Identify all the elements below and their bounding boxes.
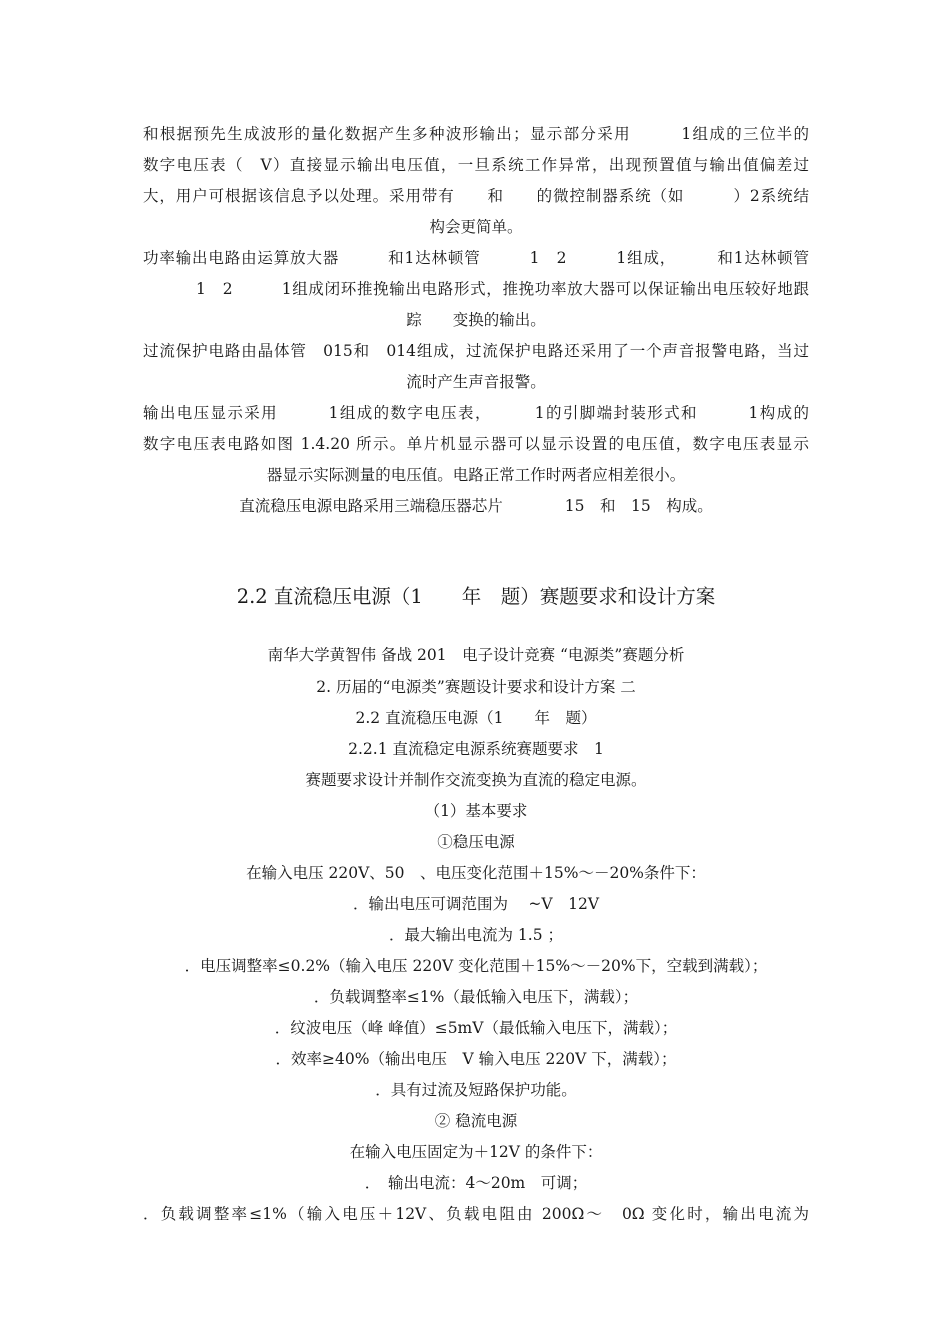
header-line-1: 南华大学黄智伟 备战 201 电子设计竞赛 “电源类”赛题分析: [267, 646, 685, 664]
voltage-source-condition: 在输入电压 220V、50 、电压变化范围＋15%～－20%条件下：: [246, 864, 706, 882]
section-title: 2.2 直流稳压电源（1 年 题）赛题要求和设计方案: [236, 585, 716, 608]
paragraph-5: 直流稳压电源电路采用三端稳压器芯片 15 和 15 构成。: [239, 497, 713, 515]
voltage-source-item: ．电压调整率≤0.2%（输入电压 220V 变化范围＋15%～－20%下，空载到满载）；: [184, 957, 768, 975]
voltage-source-item: ．负载调整率≤1%（最低输入电压下，满载）；: [313, 988, 639, 1006]
paragraph-2-line-1: 功率输出电路由运算放大器 和1达林顿管 1 2 1组成， 和1达林顿管: [143, 249, 809, 267]
paragraph-1-line-4: 构会更简单。: [429, 218, 523, 236]
header-line-5: 赛题要求设计并制作交流变换为直流的稳定电源。: [305, 771, 647, 789]
voltage-source-item: ．具有过流及短路保护功能。: [375, 1081, 577, 1099]
voltage-source-item: ．最大输出电流为 1.5 ；: [388, 926, 563, 944]
current-source-item: ．负载调整率≤1%（输入电压＋12V、负载电阻由 200Ω～ 0Ω 变化时，输出电流为: [143, 1205, 809, 1223]
paragraph-2-line-2: 1 2 1组成闭环推挽输出电路形式，推挽功率放大器可以保证输出电压较好地跟: [196, 280, 809, 298]
paragraph-4-line-2: 数字电压表电路如图 1.4.20 所示。单片机显示器可以显示设置的电压值，数字电压表显示: [143, 435, 809, 453]
paragraph-3-line-1: 过流保护电路由晶体管 015和 014组成，过流保护电路还采用了一个声音报警电路，当过: [143, 342, 809, 360]
header-line-3: 2.2 直流稳压电源（1 年 题）: [355, 709, 597, 727]
voltage-source-item: ．输出电压可调范围为 ~V 12V: [352, 895, 600, 913]
header-line-4: 2.2.1 直流稳定电源系统赛题要求 1: [348, 740, 604, 758]
paragraph-1-line-1: 和根据预先生成波形的量化数据产生多种波形输出；显示部分采用 1组成的三位半的: [143, 125, 809, 143]
voltage-source-item: ．效率≥40%（输出电压 V 输入电压 220V 下，满载）；: [275, 1050, 677, 1068]
paragraph-2-line-3: 踪 变换的输出。: [406, 311, 546, 329]
paragraph-1-line-2: 数字电压表（ V）直接显示输出电压值，一旦系统工作异常，出现预置值与输出值偏差过: [143, 156, 809, 174]
paragraph-1-line-3: 大，用户可根据该信息予以处理。采用带有 和 的微控制器系统（如 ）2系统结: [143, 187, 809, 205]
current-source-condition: 在输入电压固定为＋12V 的条件下：: [349, 1143, 603, 1161]
voltage-source-item: ．纹波电压（峰 峰值）≤5mV（最低输入电压下，满载）；: [274, 1019, 678, 1037]
paragraph-3-line-2: 流时产生声音报警。: [406, 373, 546, 391]
current-source-item: ． 输出电流：4～20m 可调；: [364, 1174, 588, 1192]
paragraph-4-line-1: 输出电压显示采用 1组成的数字电压表， 1的引脚端封装形式和 1构成的: [143, 404, 809, 422]
current-source-heading: ② 稳流电源: [434, 1112, 518, 1130]
header-line-2: 2. 历届的“电源类”赛题设计要求和设计方案 二: [316, 678, 636, 696]
paragraph-4-line-3: 器显示实际测量的电压值。电路正常工作时两者应相差很小。: [266, 466, 686, 484]
voltage-source-heading: ①稳压电源: [437, 833, 515, 851]
header-line-6: （1）基本要求: [424, 802, 528, 820]
